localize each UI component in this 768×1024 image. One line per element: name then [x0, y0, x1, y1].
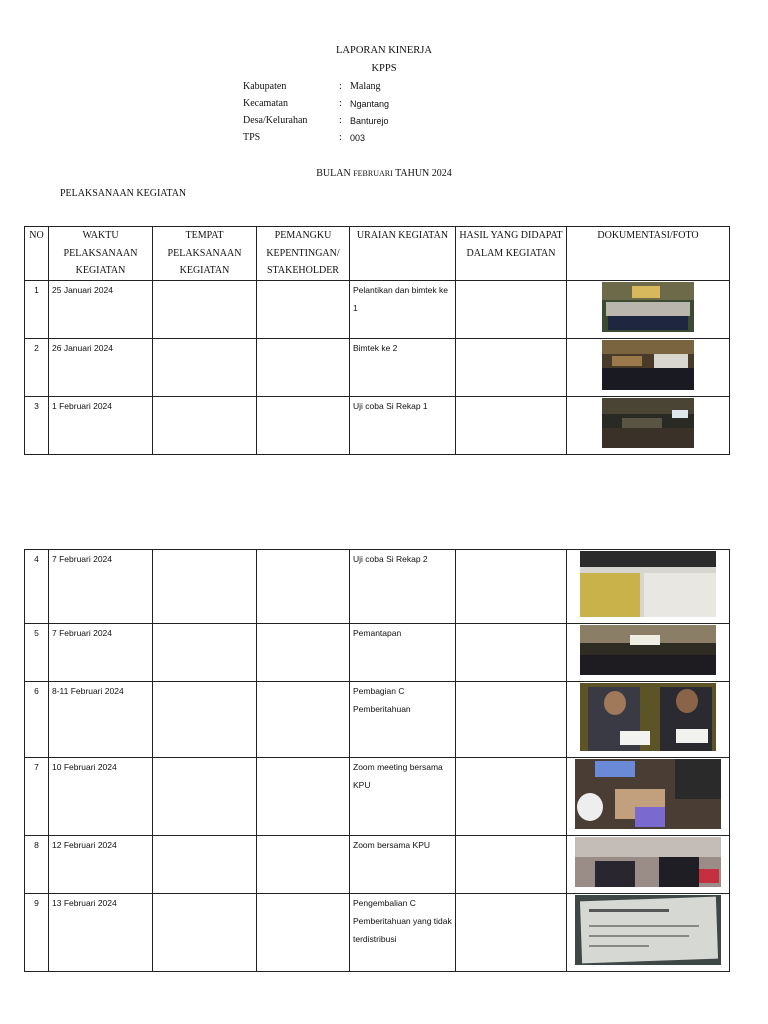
period-prefix: BULAN: [316, 168, 354, 179]
cell-hasil: [456, 396, 567, 454]
cell-tempat: [153, 624, 257, 682]
cell-tempat: [153, 396, 257, 454]
field-value-kabupaten: Malang: [350, 81, 381, 92]
activity-table-1: [24, 226, 730, 455]
cell-tempat: [153, 894, 257, 972]
cell-waktu: 1 Februari 2024: [49, 396, 153, 454]
cell-uraian: Uji coba Si Rekap 1: [350, 396, 456, 454]
cell-foto: [567, 338, 730, 396]
cell-waktu: 8-11 Februari 2024: [49, 682, 153, 758]
cell-hasil: [456, 338, 567, 396]
field-label-kecamatan: Kecamatan: [243, 98, 288, 109]
cell-hasil: [456, 758, 567, 836]
photo-icon: [580, 551, 716, 617]
cell-foto: [567, 550, 730, 624]
table-row: [25, 894, 730, 972]
cell-pemangku: [257, 894, 350, 972]
field-label-desa: Desa/Kelurahan: [243, 115, 308, 126]
cell-pemangku: [257, 624, 350, 682]
cell-pemangku: [257, 396, 350, 454]
cell-hasil: [456, 894, 567, 972]
cell-uraian: Pembagian C Pemberitahuan: [350, 682, 456, 758]
cell-no: 8: [25, 836, 49, 894]
field-label-kabupaten: Kabupaten: [243, 81, 287, 92]
cell-tempat: [153, 758, 257, 836]
cell-waktu: 25 Januari 2024: [49, 280, 153, 338]
col-header-no: NO: [25, 227, 49, 281]
table-row: [25, 338, 730, 396]
col-header-tempat: TEMPAT PELAKSANAAN KEGIATAN: [153, 227, 257, 281]
field-value-kecamatan: Ngantang: [350, 99, 390, 109]
cell-pemangku: [257, 682, 350, 758]
cell-waktu: 26 Januari 2024: [49, 338, 153, 396]
cell-no: 4: [25, 550, 49, 624]
cell-foto: [567, 624, 730, 682]
cell-waktu: 12 Februari 2024: [49, 836, 153, 894]
table-row: [25, 836, 730, 894]
field-label-tps: TPS: [243, 132, 261, 143]
field-sep: :: [339, 98, 342, 109]
cell-pemangku: [257, 550, 350, 624]
photo-icon: [602, 282, 694, 332]
cell-no: 2: [25, 338, 49, 396]
cell-tempat: [153, 682, 257, 758]
table-row: [25, 550, 730, 624]
activity-table-2: [24, 549, 730, 972]
cell-foto: [567, 280, 730, 338]
col-header-waktu: WAKTU PELAKSANAAN KEGIATAN: [49, 227, 153, 281]
cell-waktu: 7 Februari 2024: [49, 550, 153, 624]
photo-icon: [575, 759, 721, 829]
table-row: [25, 624, 730, 682]
cell-uraian: Zoom meeting bersama KPU: [350, 758, 456, 836]
col-header-uraian: URAIAN KEGIATAN: [350, 227, 456, 281]
cell-no: 5: [25, 624, 49, 682]
field-value-tps: 003: [350, 133, 366, 143]
table-header-row: [25, 227, 730, 281]
photo-icon: [575, 837, 721, 887]
col-header-pemangku: PEMANGKU KEPENTINGAN/ STAKEHOLDER: [257, 227, 350, 281]
cell-foto: [567, 396, 730, 454]
period-line: [0, 168, 768, 179]
cell-tempat: [153, 338, 257, 396]
cell-tempat: [153, 836, 257, 894]
table-row: [25, 682, 730, 758]
cell-uraian: Bimtek ke 2: [350, 338, 456, 396]
col-header-hasil: HASIL YANG DIDAPAT DALAM KEGIATAN: [456, 227, 567, 281]
cell-uraian: Pelantikan dan bimtek ke 1: [350, 280, 456, 338]
report-title: LAPORAN KINERJA: [336, 45, 432, 56]
period-suffix: TAHUN 2024: [392, 168, 452, 179]
photo-icon: [580, 625, 716, 675]
cell-hasil: [456, 836, 567, 894]
table-row: [25, 758, 730, 836]
cell-no: 6: [25, 682, 49, 758]
period-month: FEBRUARI: [353, 169, 393, 178]
cell-pemangku: [257, 280, 350, 338]
cell-tempat: [153, 550, 257, 624]
photo-icon: [575, 895, 721, 965]
cell-hasil: [456, 624, 567, 682]
cell-hasil: [456, 682, 567, 758]
cell-uraian: Pengembalian C Pemberitahuan yang tidak terdistribusi: [350, 894, 456, 972]
cell-uraian: Zoom bersama KPU: [350, 836, 456, 894]
table-row: [25, 396, 730, 454]
cell-no: 1: [25, 280, 49, 338]
cell-tempat: [153, 280, 257, 338]
photo-icon: [580, 683, 716, 751]
field-sep: :: [339, 115, 342, 126]
cell-foto: [567, 836, 730, 894]
cell-no: 9: [25, 894, 49, 972]
field-value-desa: Banturejo: [350, 116, 389, 126]
table-row: [25, 280, 730, 338]
cell-waktu: 7 Februari 2024: [49, 624, 153, 682]
field-sep: :: [339, 132, 342, 143]
cell-pemangku: [257, 836, 350, 894]
cell-uraian: Pemantapan: [350, 624, 456, 682]
cell-waktu: 13 Februari 2024: [49, 894, 153, 972]
cell-no: 7: [25, 758, 49, 836]
cell-no: 3: [25, 396, 49, 454]
section-title: PELAKSANAAN KEGIATAN: [60, 188, 187, 199]
cell-foto: [567, 682, 730, 758]
report-subtitle: KPPS: [371, 63, 397, 74]
cell-hasil: [456, 550, 567, 624]
cell-waktu: 10 Februari 2024: [49, 758, 153, 836]
photo-icon: [602, 398, 694, 448]
photo-icon: [602, 340, 694, 390]
cell-uraian: Uji coba Si Rekap 2: [350, 550, 456, 624]
cell-hasil: [456, 280, 567, 338]
cell-foto: [567, 894, 730, 972]
col-header-foto: DOKUMENTASI/FOTO: [567, 227, 730, 281]
cell-pemangku: [257, 338, 350, 396]
field-sep: :: [339, 81, 342, 92]
cell-pemangku: [257, 758, 350, 836]
cell-foto: [567, 758, 730, 836]
